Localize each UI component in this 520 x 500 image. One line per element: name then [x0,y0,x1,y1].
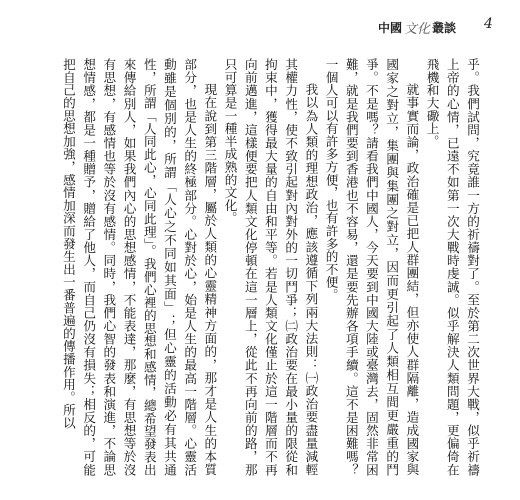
paragraph-1: 乎。我們試問，究竟誰一方的祈禱對了。至於第二次世界大戰，似乎祈禱上帝的心情，已遠不如第一次大戰時虔誠。似乎解決人類問題，更偏倚在飛機和大礮上。 [424,58,480,476]
series-title-part3: 叢談 [432,21,457,35]
series-logo [378,18,456,37]
paragraph-3: 我以為人類的理想政治，應該遵循下列兩大法則：㈠政治要盡量減輕其權力性，使不致引起對內對外的一切鬥爭；㈡政治要在最小量的限從和拘束中，獲得最大量的自由和平等。若是人類文化僅止於這一階層而不再向前邁進，這樣便要把人類文化停頓在這一層上，從此不再向前的路，那只可算是一種半成熟的文化。 [222,58,319,476]
series-title-part2: 文化 [404,22,431,37]
running-header [378,18,456,37]
page-number: 4 [484,16,493,32]
vertical-text-body [42,58,482,476]
paragraph-2: 就事實而論，政治確是已把人群團結，但亦使人群隔離，造成國家與國家之對立，集團與集團之對立，因而更引起了人類相互間更嚴重的鬥爭。不是嗎？請看我們中國人，今天要到中國大陸或臺灣去，固然非常困難，就是我們要到香港也不容易，還是要先辦各項手續。這不是困難嗎？一個人可以有許多方便，也有許多的不便。 [323,58,420,476]
paragraph-4: 現在說到第三階層，屬於人類的心靈精神方面的，那才是人生的本質部分，也是人生的終極部分。心對於心，始是人生的最高一階層。心靈活動雖是個別的，所謂「人心之不同如其面」；但心靈的活動必有其共通性，所謂「人同此心，心同此理」。我們心裡的思想和感情，總希望發表出來傳給別人，如果我們內心的思想感情，不能表達，那麼，有思想等於沒有思想，有感情也等於沒有感情。同時，我們心智的發表和演進，不論思想情感，都是一種贈予，贈給了他人，而自己仍沒有損失；相反的，可能把自己的思想加強，感情加深而發生出一番普遍的傳播作用。所以 [60,58,218,476]
series-title-part1: 中國 [378,21,403,35]
